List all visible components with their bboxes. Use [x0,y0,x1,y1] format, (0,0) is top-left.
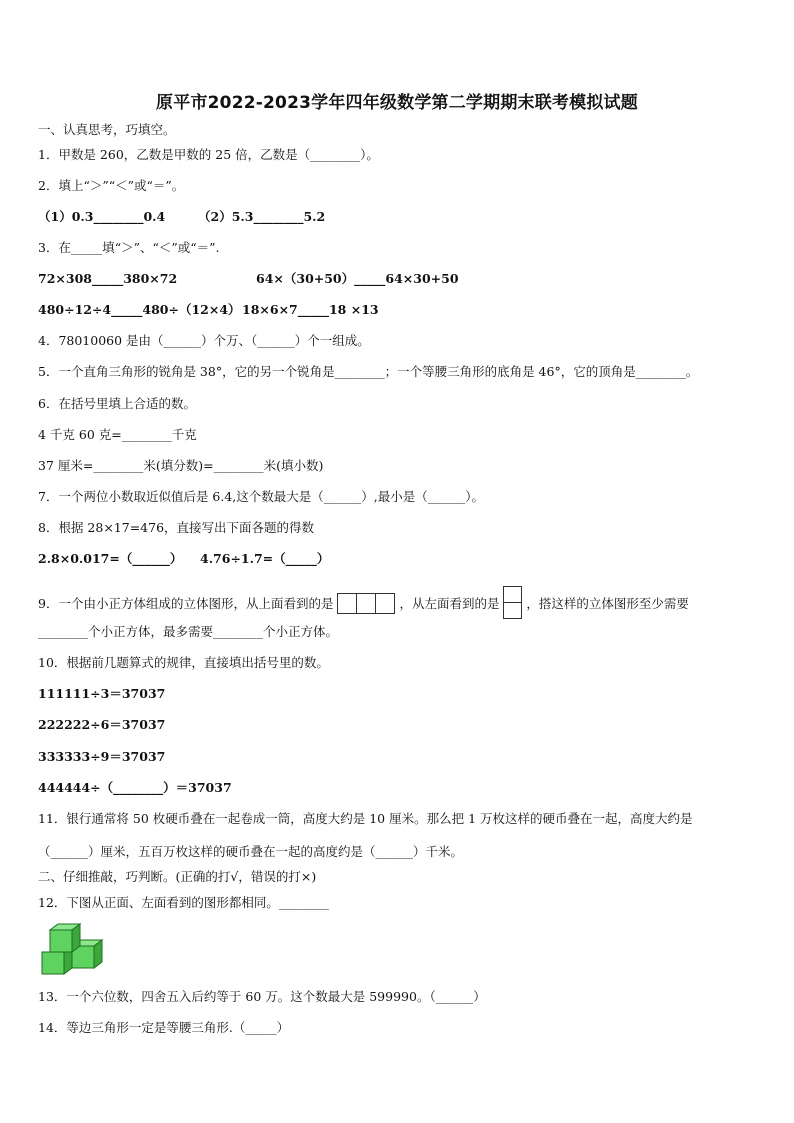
question-10c: 333333÷9＝37037 [38,749,166,764]
cube-stack-figure [40,922,104,976]
question-3: 3．在_____填“＞”、“＜”或“＝”. [38,240,220,255]
question-14: 14．等边三角形一定是等腰三角形.（_____） [38,1020,290,1035]
section-heading-2: 二、仔细推敲，巧判断。(正确的打√，错误的打×) [38,869,317,884]
question-4: 4．78010060 是由（______）个万、（______）个一组成。 [38,333,370,348]
question-8a: 2.8×0.017=（______） [38,551,183,566]
question-8: 8．根据 28×17=476，直接写出下面各题的得数 [38,520,315,535]
question-10d: 444444÷（________）＝37037 [38,780,232,795]
question-10a: 111111÷3＝37037 [38,686,166,701]
question-9 [38,588,689,621]
question-6a: 4 千克 60 克=________千克 [38,427,197,442]
question-7: 7．一个两位小数取近似值后是 6.4,这个数最大是（______）,最小是（______）。 [38,489,485,504]
question-11-line-2: （______）厘米，五百万枚这样的硬币叠在一起的高度约是（______）千米。 [38,844,464,859]
section-heading-1: 一、认真思考，巧填空。 [38,122,176,137]
question-5: 5．一个直角三角形的锐角是 38°，它的另一个锐角是________；一个等腰三角形的底角是 46°，它的顶角是________。 [38,364,699,379]
question-9-text-1: 9．一个由小正方体组成的立体图形，从上面看到的是 [38,596,334,611]
question-6: 6．在括号里填上合适的数。 [38,396,196,411]
question-3c: 480÷12÷4_____480÷（12×4） [38,302,241,317]
question-3a: 72×308_____380×72 [38,271,178,286]
question-3d: 18×6×7_____18 ×13 [242,302,379,317]
question-2b: （2）5.3________5.2 [198,209,326,224]
question-10b: 222222÷6＝37037 [38,717,166,732]
left-view-figure [503,586,522,619]
question-13: 13．一个六位数，四舍五入后约等于 60 万。这个数最大是 599990。（______） [38,989,486,1004]
cube-bottom-left-front [42,952,64,974]
cube-top-front [50,930,72,952]
top-view-figure [337,593,395,614]
question-9-text-2: ，从左面看到的是 [399,596,500,611]
question-10: 10．根据前几题算式的规律，直接填出括号里的数。 [38,655,329,670]
question-1: 1．甲数是 260，乙数是甲数的 25 倍，乙数是（________）。 [38,147,379,162]
question-2a: （1）0.3________0.4 [38,209,166,224]
question-2: 2．填上“＞”“＜”或“＝”。 [38,178,185,193]
question-3b: 64×（30+50）_____64×30+50 [256,271,459,286]
question-9-line-2: ________个小正方体，最多需要________个小正方体。 [38,624,339,639]
question-11: 11．银行通常将 50 枚硬币叠在一起卷成一筒，高度大约是 10 厘米。那么把 1 万枚这样的硬币叠在一起，高度大约是 [38,811,693,826]
question-12: 12．下图从正面、左面看到的图形都相同。________ [38,895,329,910]
question-6b: 37 厘米=________米(填分数)=________米(填小数) [38,458,324,473]
question-9-text-3: ，搭这样的立体图形至少需要 [526,596,689,611]
question-8b: 4.76÷1.7=（_____） [200,551,330,566]
page-title: 原平市2022-2023学年四年级数学第二学期期末联考模拟试题 [156,93,638,113]
